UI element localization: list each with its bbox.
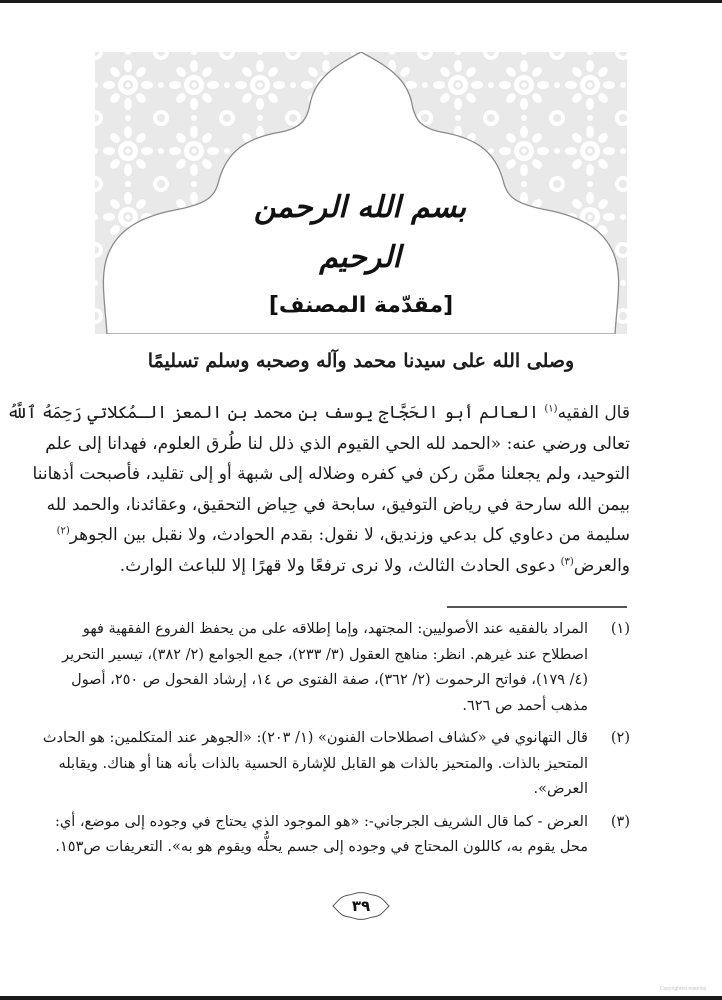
footnote-3 [55,810,630,861]
top-border [0,0,722,3]
footnote-number: (٣) [610,813,630,830]
body-line: قال الفقيه$^{(١)}$ العالم أبو الحَجَّاج يوسف بن محمد بن المعز الـمُكلاتي رَحِمَهُ ٱللَّهُ [6,403,630,423]
footnote-line: المراد بالفقيه عند الأصوليين: المجتهد، وإما إطلاقه على من يحفظ الفروع الفقهية فهو [82,621,588,637]
bottom-border [0,996,722,1000]
footnote-number: (٢) [610,730,630,746]
footnote-ref-2[interactable]: (٢) [56,525,70,537]
body-line: تعالى ورضي عنه: «الحمد لله الحي القيوم الذي ذلل لنا طُرق العلوم، فهدانا إلى علم [45,433,630,454]
footnote-number: (١) [610,621,630,637]
body-line: التوحيد، ولم يجعلنا ممَّن ركن في كفره وضلاله إلى شبهة أو إلى تقليد، فأصبحت أذهاننا [32,464,630,484]
footnote-line: اصطلاح عند غيرهم. انظر: مناهج العقول (٣/ ٢٣٣)، جمع الجوامع (٢/ ٣٨٢)، تيسير التحرير [62,646,588,663]
footnote-line: مذهب أحمد ص ٦٢٦. [462,697,588,714]
footnote-line: محل يقوم به، كاللون المحتاج في وجوده إلى جسم يحلُّه ويقوم هو به». التعريفات ص١٥٣. [55,839,588,855]
footnote-line: العرض». [533,781,588,797]
footnote-ref-3[interactable]: (٣) [560,555,574,567]
salutation-line: وصلى الله على سيدنا محمد وآله وصحبه وسلم تسليمًا [147,350,575,372]
basmala-calligraphy: بسم الله الرحمن الرحيم [253,190,467,275]
footnote-line: قال التهانوي في «كشاف اصطلاحات الفنون» (١/ ٢٠٣): «الجوهر عند المتكلمين: هو الحادث [42,730,588,746]
footnote-line: العرض - كما قال الشريف الجرجاني-: «هو الموجود الذي يحتاج في وجوده إلى موضع، أي: [55,813,588,830]
body-line: بيمن الله سارحة في رياض التوفيق، سابحة في حِياض التحقيق، وعقائدنا، والحمد لله [46,494,630,515]
body-line: سليمة من دعاوي كل بدعي وزنديق، لا نقول: بقدم الحوادث، ولا نقبل بين الجوهر$^{(٢)}$ [56,525,630,545]
body-line: والعرض$^{(٣)}$ دعوى الحادث الثالث، ولا نرى ترفعًا ولا قهرًا إلا للباعث الوارث. [119,555,630,576]
footnote-line: (٤/ ١٧٩)، فواتح الرحموت (٢/ ٣٦٢)، صفة الفتوى ص ١٤، إرشاد الفحول ص ٢٥٠، أصول [71,672,588,688]
footnote-line: المتحيز بالذات. والمتحيز بالذات هو القابل للإشارة الحسية بالذات بأنه هنا أو هناك. ويقابله [58,755,588,772]
copyright-watermark: Copyrighted material [660,986,707,992]
footnotes [42,617,630,868]
page-number-cartouche [331,892,391,920]
footnote-1 [62,617,630,719]
footnote-ref-1[interactable]: (١) [544,403,558,415]
footnote-separator [447,606,627,608]
body-paragraph [6,398,630,581]
page-number: ٣٩ [351,897,371,915]
section-heading: [مقدّمة المصنف] [268,293,454,318]
footnote-2 [42,726,630,803]
